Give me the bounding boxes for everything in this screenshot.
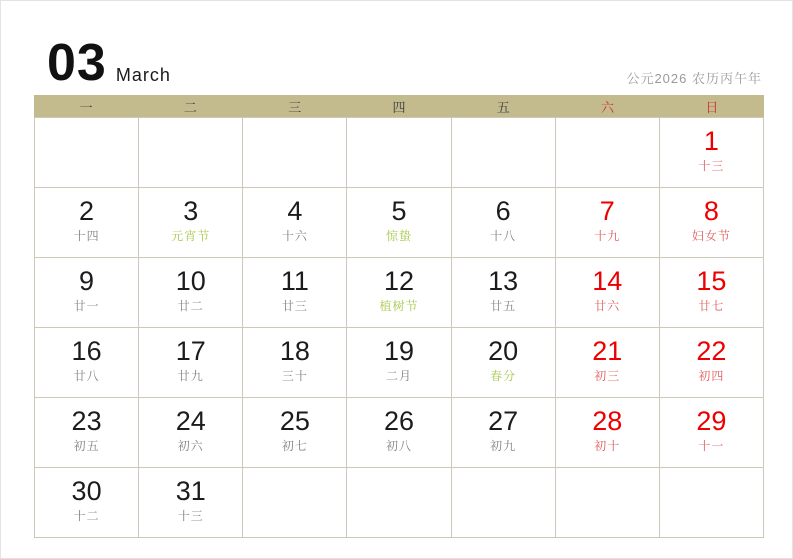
day-number: 8 (703, 196, 719, 226)
day-number: 18 (279, 336, 310, 366)
day-number: 7 (599, 196, 615, 226)
day-sublabel: 三十 (281, 369, 308, 384)
day-sublabel: 初七 (281, 439, 308, 454)
day-cell-15 (660, 257, 764, 327)
day-number: 22 (696, 336, 727, 366)
day-cell-empty (35, 117, 139, 187)
day-sublabel: 二月 (385, 369, 412, 384)
day-sublabel: 元宵节 (171, 229, 211, 244)
calendar-days-grid (34, 117, 764, 538)
day-sublabel: 初三 (594, 369, 621, 384)
day-sublabel: 初八 (385, 439, 412, 454)
weekday-header-一: 一 (79, 99, 93, 115)
day-sublabel: 廿二 (177, 299, 204, 314)
day-number: 24 (175, 406, 206, 436)
day-cell-empty (452, 117, 556, 187)
day-cell-3 (139, 187, 243, 257)
month-number: 03 (47, 34, 107, 92)
day-sublabel: 十二 (73, 509, 100, 524)
day-sublabel: 初九 (490, 439, 517, 454)
day-cell-19 (347, 327, 451, 397)
day-cell-empty (347, 467, 451, 537)
weekday-header-row (34, 95, 764, 117)
era-year-label: 公元2026 农历丙午年 (626, 71, 762, 86)
day-cell-7 (556, 187, 660, 257)
day-cell-26 (347, 397, 451, 467)
day-number: 10 (175, 266, 206, 296)
day-sublabel: 十九 (594, 229, 621, 244)
day-sublabel: 廿六 (594, 299, 621, 314)
day-cell-2 (35, 187, 139, 257)
day-number: 16 (71, 336, 102, 366)
day-sublabel: 妇女节 (691, 229, 731, 244)
day-sublabel: 十一 (698, 439, 725, 454)
day-cell-31 (139, 467, 243, 537)
day-number: 13 (488, 266, 519, 296)
day-number: 27 (488, 406, 519, 436)
day-sublabel: 初四 (698, 369, 725, 384)
day-number: 30 (71, 476, 102, 506)
day-cell-8 (660, 187, 764, 257)
day-number: 12 (383, 266, 415, 296)
day-number: 29 (696, 406, 727, 436)
day-number: 6 (495, 196, 511, 226)
day-cell-6 (452, 187, 556, 257)
weekday-header-四: 四 (392, 99, 406, 115)
day-cell-5 (347, 187, 451, 257)
day-cell-empty (243, 467, 347, 537)
weekday-header-五: 五 (496, 99, 510, 115)
day-number: 23 (71, 406, 102, 436)
day-cell-empty (139, 117, 243, 187)
day-sublabel: 初十 (594, 439, 621, 454)
day-cell-empty (243, 117, 347, 187)
day-sublabel: 十八 (490, 229, 517, 244)
day-sublabel: 廿七 (698, 299, 725, 314)
day-cell-12 (347, 257, 451, 327)
day-cell-16 (35, 327, 139, 397)
day-number: 11 (280, 266, 309, 296)
day-sublabel: 惊蛰 (385, 229, 412, 244)
month-name: March (115, 65, 171, 85)
day-cell-23 (35, 397, 139, 467)
day-sublabel: 春分 (490, 369, 517, 384)
day-sublabel: 廿一 (73, 299, 100, 314)
day-cell-9 (35, 257, 139, 327)
day-cell-18 (243, 327, 347, 397)
month-title-block (47, 34, 171, 92)
day-sublabel: 廿三 (281, 299, 308, 314)
day-cell-21 (556, 327, 660, 397)
day-sublabel: 廿八 (73, 369, 100, 384)
weekday-header-六: 六 (601, 99, 615, 115)
day-sublabel: 初六 (177, 439, 204, 454)
day-number: 21 (592, 336, 623, 366)
day-cell-1 (660, 117, 764, 187)
day-sublabel: 廿九 (177, 369, 204, 384)
day-cell-17 (139, 327, 243, 397)
day-cell-20 (452, 327, 556, 397)
day-cell-30 (35, 467, 139, 537)
weekday-header-二: 二 (183, 99, 197, 115)
day-number: 14 (592, 266, 623, 296)
day-cell-25 (243, 397, 347, 467)
day-sublabel: 十六 (281, 229, 308, 244)
day-number: 19 (383, 336, 415, 366)
day-cell-empty (556, 467, 660, 537)
day-number: 4 (287, 196, 303, 226)
day-cell-28 (556, 397, 660, 467)
day-sublabel: 植树节 (379, 299, 419, 314)
day-cell-14 (556, 257, 660, 327)
weekday-header-日: 日 (705, 99, 719, 115)
day-cell-24 (139, 397, 243, 467)
day-cell-empty (452, 467, 556, 537)
day-number: 2 (79, 196, 95, 226)
weekday-header-三: 三 (288, 99, 302, 115)
day-cell-empty (347, 117, 451, 187)
day-cell-4 (243, 187, 347, 257)
day-number: 1 (703, 126, 719, 156)
day-sublabel: 十四 (73, 229, 100, 244)
day-number: 5 (391, 196, 407, 226)
day-number: 26 (383, 406, 415, 436)
day-number: 25 (279, 406, 310, 436)
day-cell-27 (452, 397, 556, 467)
day-sublabel: 初五 (73, 439, 100, 454)
day-number: 9 (79, 266, 95, 296)
day-number: 15 (696, 266, 727, 296)
day-number: 20 (488, 336, 519, 366)
day-sublabel: 廿五 (490, 299, 517, 314)
day-number: 31 (175, 476, 206, 506)
day-cell-13 (452, 257, 556, 327)
day-sublabel: 十三 (177, 509, 204, 524)
day-cell-11 (243, 257, 347, 327)
day-cell-22 (660, 327, 764, 397)
day-number: 28 (592, 406, 623, 436)
calendar-grid (34, 95, 764, 538)
day-cell-10 (139, 257, 243, 327)
day-number: 17 (175, 336, 206, 366)
day-number: 3 (183, 196, 199, 226)
day-cell-empty (660, 467, 764, 537)
day-sublabel: 十三 (698, 159, 725, 174)
day-cell-empty (556, 117, 660, 187)
day-cell-29 (660, 397, 764, 467)
